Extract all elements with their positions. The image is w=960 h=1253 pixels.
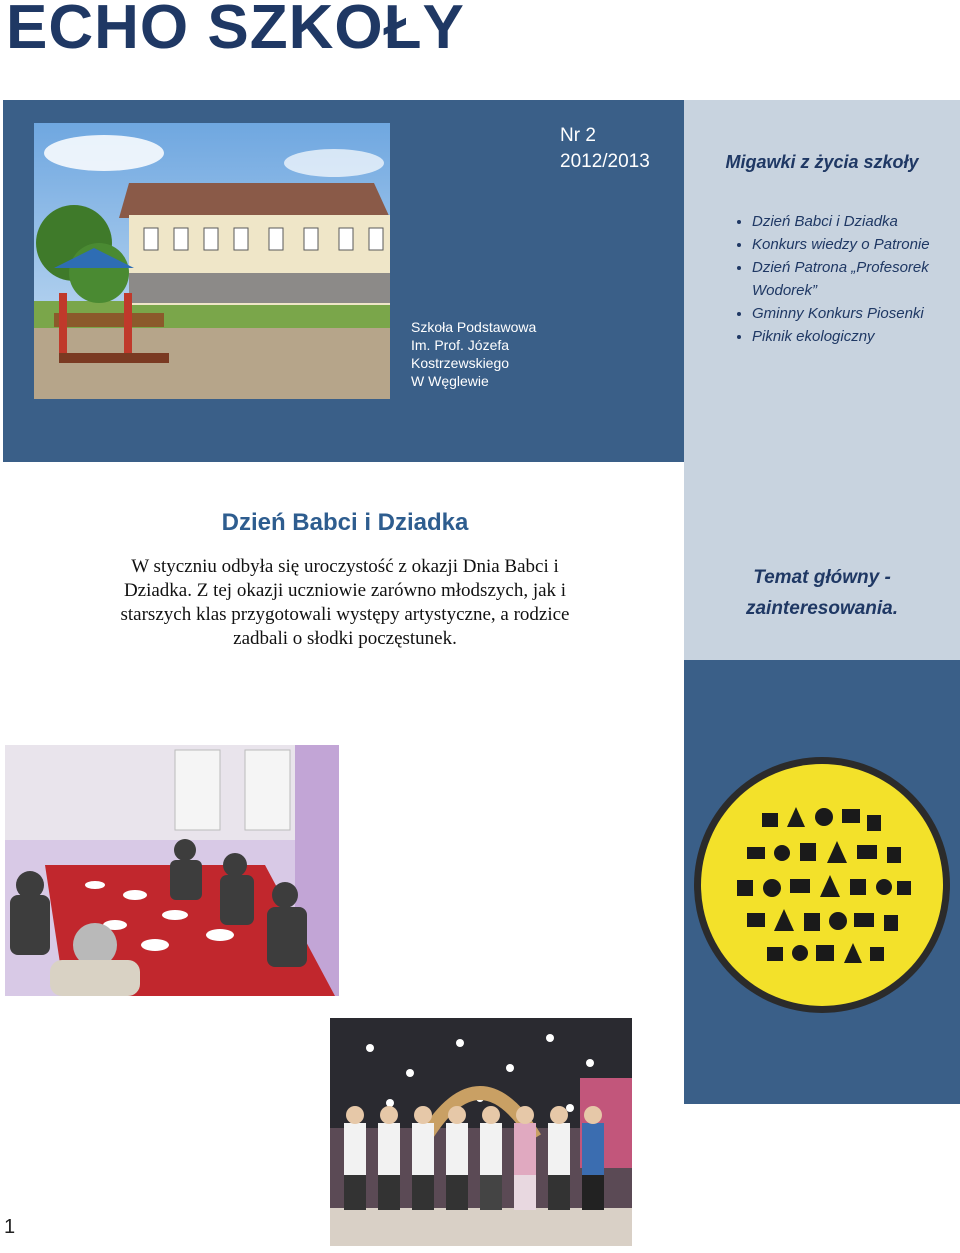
- list-item: • Gminny Konkurs Piosenki: [752, 302, 960, 325]
- sidebar-heading: Migawki z życia szkoły: [725, 152, 919, 172]
- article-body: W styczniu odbyła się uroczystość z okazji Dnia Babci i Dziadka. Z tej okazji uczniowie zarówno młodszych, jak i starszych klas przygotowali występy artystyczne, a rodzice zadbali o słodki poczęstunek.: [120, 556, 570, 649]
- article-heading: Dzień Babci i Dziadka: [221, 509, 469, 536]
- list-item: • Konkurs wiedzy o Patronie: [752, 233, 960, 256]
- page-number: 1: [4, 1216, 16, 1238]
- school-name: [411, 318, 536, 390]
- issue-number: [560, 123, 650, 175]
- school-line: W Węglewie: [411, 373, 489, 389]
- school-line: Kostrzewskiego: [411, 355, 510, 371]
- school-line: Szkoła Podstawowa: [411, 319, 537, 335]
- interests-collage-icon: [692, 755, 952, 1015]
- main-theme: [684, 562, 960, 624]
- grandparents-dinner-photo: [5, 745, 339, 996]
- list-item: • Dzień Patrona „Profesorek Wodorek”: [752, 256, 960, 302]
- issue-year: 2012/2013: [560, 151, 650, 172]
- list-item: • Piknik ekologiczny: [752, 325, 960, 348]
- theme-line: zainteresowania.: [745, 598, 899, 619]
- children-performance-photo: [330, 1018, 632, 1246]
- contents-list: [728, 210, 960, 348]
- school-building-photo: [34, 123, 390, 399]
- school-line: Im. Prof. Józefa: [411, 337, 510, 353]
- list-item: • Dzień Babci i Dziadka: [752, 210, 960, 233]
- issue-line: Nr 2: [560, 125, 596, 146]
- theme-line: Temat główny -: [753, 567, 891, 588]
- newsletter-title: ECHO SZKOŁY: [6, 0, 465, 62]
